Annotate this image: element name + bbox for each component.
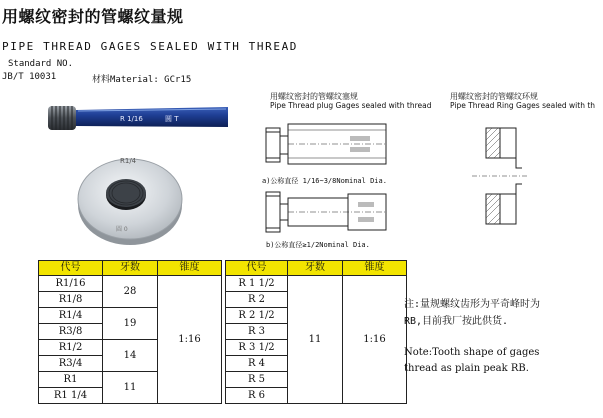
thread-code: R1/16 <box>39 276 103 292</box>
plug-mark: 圆 T <box>165 115 179 123</box>
ring-diagram <box>470 120 530 232</box>
spec-table-right <box>225 260 407 404</box>
plug-engraving: R 1/16 <box>120 115 143 123</box>
thread-code: R3/8 <box>39 324 103 340</box>
note-cn-line-1: 注:量规螺纹齿形为平奇峰时为 <box>404 299 541 310</box>
thread-code: R1 1/4 <box>39 388 103 404</box>
plug-diagram-b <box>262 186 392 238</box>
thread-code: R 2 1/2 <box>226 308 288 324</box>
spec-table-left <box>38 260 222 404</box>
thread-code: R3/4 <box>39 356 103 372</box>
taper-value: 1:16 <box>158 276 222 404</box>
header-code: 代号 <box>39 261 103 276</box>
note-en-line-2: thread as plain peak RB. <box>404 363 529 374</box>
plug-diagram-a <box>262 116 392 172</box>
ring-mark: 圆 0 <box>116 226 128 233</box>
plug-diagram-caption-en: Pipe Thread plug Gages sealed with thread <box>270 101 432 110</box>
ring-engraving: R1/4 <box>120 157 137 165</box>
ring-diagram-caption-cn: 用螺纹密封的管螺纹环规 <box>450 92 538 101</box>
thread-code: R1/4 <box>39 308 103 324</box>
plug-gage-photo <box>48 106 228 130</box>
header-taper: 锥度 <box>343 261 407 276</box>
page-subtitle: PIPE THREAD GAGES SEALED WITH THREAD <box>2 40 299 53</box>
thread-code: R1 <box>39 372 103 388</box>
note-en-line-1: Note:Tooth shape of gages <box>404 347 540 358</box>
thread-code: R 3 <box>226 324 288 340</box>
thread-code: R 5 <box>226 372 288 388</box>
ring-diagram-caption-en: Pipe Thread Ring Gages sealed with th <box>450 101 596 110</box>
thread-code: R 3 1/2 <box>226 340 288 356</box>
thread-code: R 1 1/2 <box>226 276 288 292</box>
material-label: 材料Material: GCr15 <box>92 75 192 85</box>
plug-diagram-b-label: b)公称直径≥1/2Nominal Dia. <box>266 241 370 249</box>
header-taper: 锥度 <box>158 261 222 276</box>
thread-code: R 2 <box>226 292 288 308</box>
note-chinese <box>404 296 540 330</box>
plug-diagram-a-label: a)公称直径 1/16~3/8Nominal Dia. <box>262 177 387 185</box>
teeth-count: 11 <box>288 276 343 404</box>
standard-number-label: Standard NO. <box>8 59 74 69</box>
thread-code: R1/2 <box>39 340 103 356</box>
header-teeth: 牙数 <box>288 261 343 276</box>
header-code: 代号 <box>226 261 288 276</box>
header-teeth: 牙数 <box>103 261 158 276</box>
plug-diagram-caption-cn: 用螺纹密封的管螺纹塞规 <box>270 92 358 101</box>
thread-code: R 4 <box>226 356 288 372</box>
standard-code: JB/T 10031 <box>2 72 57 82</box>
note-english <box>404 345 539 377</box>
thread-code: R 6 <box>226 388 288 404</box>
page-title: 用螺纹密封的管螺纹量规 <box>2 7 184 26</box>
teeth-count: 14 <box>103 340 158 372</box>
teeth-count: 28 <box>103 276 158 308</box>
thread-code: R1/8 <box>39 292 103 308</box>
taper-value: 1:16 <box>343 276 407 404</box>
gage-photo <box>40 95 240 255</box>
note-cn-line-2: RB,目前我厂按此供货. <box>404 316 509 327</box>
teeth-count: 11 <box>103 372 158 404</box>
teeth-count: 19 <box>103 308 158 340</box>
ring-gage-photo <box>78 157 182 245</box>
